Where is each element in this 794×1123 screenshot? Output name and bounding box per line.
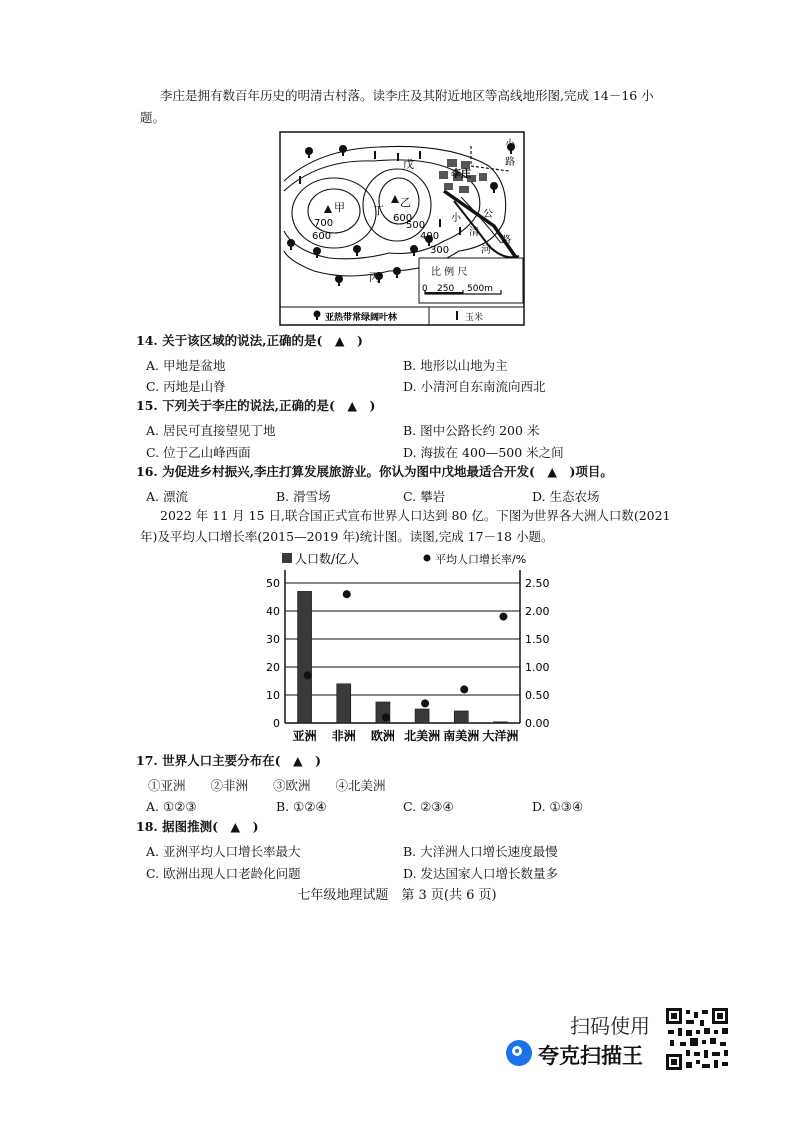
label-lu: 路 [501,235,511,246]
growth-dot-6 [499,613,507,621]
q18-option-a[interactable]: A. 亚洲平均人口增长率最大 [146,844,301,859]
qr-code-icon[interactable] [666,1008,728,1070]
y-right-tick-label: 0.50 [525,689,550,702]
intro2-line-2: 年)及平均人口增长率(2015—2019 年)统计图。读图,完成 17－18 小题。 [140,529,554,544]
legend-bar-label: 人口数/亿人 [295,552,360,566]
q16-stem: 16. 为促进乡村振兴,李庄打算发展旅游业。你认为图中戊地最适合开发( ▲ )项目。 [136,464,613,479]
q17-stem: 17. 世界人口主要分布在( ▲ ) [136,753,322,768]
contour-map [279,131,525,326]
q14-option-a[interactable]: A. 甲地是盆地 [146,358,226,373]
legend-dot-icon [424,555,431,562]
y-right-tick-label: 2.50 [525,577,550,590]
x-tick-label: 大洋洲 [482,729,519,743]
label-jia: 甲 [334,201,345,214]
q15-option-b[interactable]: B. 图中公路长约 200 米 [403,423,540,438]
y-left-tick-label: 20 [266,661,280,674]
intro-line-1: 李庄是拥有数百年历史的明清古村落。读李庄及其附近地区等高线地形图,完成 14－16 小 [160,88,654,103]
label-lizhuang: 李庄 [451,169,471,180]
x-tick-label: 非洲 [331,729,356,743]
y-left-tick-label: 50 [266,577,280,590]
q15-option-d[interactable]: D. 海拔在 400—500 米之间 [403,445,564,460]
scale-title: 比 例 尺 [431,267,468,278]
y-left-tick-label: 0 [273,717,280,730]
label-he: 河 [481,245,491,256]
q16-option-c[interactable]: C. 攀岩 [403,489,446,504]
legend-forest-label: 亚热带常绿阔叶林 [325,313,398,323]
y-right-tick-label: 2.00 [525,605,550,618]
q16-option-d[interactable]: D. 生态农场 [532,489,600,504]
growth-dot-2 [343,590,351,598]
x-tick-label: 亚洲 [292,729,317,743]
bar-5 [454,711,468,723]
y-right-tick-label: 1.50 [525,633,550,646]
label-gong: 公 [483,209,493,220]
q16-option-b[interactable]: B. 滑雪场 [276,489,331,504]
label-wu: 戊 [403,158,414,171]
q17-option-b[interactable]: B. ①②④ [276,799,327,814]
x-tick-label: 南美洲 [443,729,480,743]
q17-option-a[interactable]: A. ①②③ [146,799,197,814]
label-bing: 丙 [369,271,380,284]
bar-1 [298,591,312,723]
q15-option-c[interactable]: C. 位于乙山峰西面 [146,445,251,460]
page-footer: 七年级地理试题 第 3 页(共 6 页) [297,888,497,903]
growth-dot-3 [382,713,390,721]
bar-2 [337,684,351,723]
quark-logo-icon [506,1040,532,1066]
y-left-tick-label: 30 [266,633,280,646]
contour-400: 400 [420,231,440,242]
q17-items: ①亚洲 ②非洲 ③欧洲 ④北美洲 [148,778,386,793]
y-right-tick-label: 0.00 [525,717,550,730]
contour-300: 300 [430,245,450,256]
x-tick-label: 北美洲 [404,729,441,743]
contour-600-b: 600 [393,213,413,224]
legend-dot-label: 平均人口增长率/% [435,553,527,566]
legend-corn-icon [456,311,458,320]
growth-dot-5 [460,685,468,693]
q18-option-b[interactable]: B. 大洋洲人口增长速度最慢 [403,844,558,859]
intro-line-2: 题。 [140,110,166,125]
q17-option-c[interactable]: C. ②③④ [403,799,454,814]
label-qing: 清 [469,227,479,238]
q18-option-d[interactable]: D. 发达国家人口增长数量多 [403,866,559,881]
label-road-small-2: 路 [505,157,515,168]
growth-dot-4 [421,699,429,707]
label-xiao: 小 [451,213,461,224]
y-left-tick-label: 40 [266,605,280,618]
q18-stem: 18. 据图推测( ▲ ) [136,819,259,834]
contour-700: 700 [314,218,334,229]
quark-scanner-brand: 夸克扫描王 [538,1044,643,1068]
bar-4 [415,709,429,723]
y-right-tick-label: 1.00 [525,661,550,674]
scale-tick-500: 500m [467,284,493,294]
scale-tick-250: 250 [437,284,455,294]
q17-option-d[interactable]: D. ①③④ [532,799,584,814]
legend-bar-icon [282,553,292,563]
label-yi: 乙 [400,196,411,209]
q14-option-c[interactable]: C. 丙地是山脊 [146,379,226,394]
legend-corn-label: 玉米 [465,313,484,323]
q14-option-d[interactable]: D. 小清河自东南流向西北 [403,379,546,394]
contour-600-a: 600 [312,231,332,242]
q18-option-c[interactable]: C. 欧洲出现人口老龄化问题 [146,866,301,881]
label-ding: 丁 [373,204,384,217]
growth-dot-1 [304,671,312,679]
x-tick-label: 欧洲 [370,729,395,743]
q15-stem: 15. 下列关于李庄的说法,正确的是( ▲ ) [136,398,376,413]
scan-to-use-label: 扫码使用 [570,1014,650,1038]
q14-stem: 14. 关于该区域的说法,正确的是( ▲ ) [136,333,363,348]
bar-6 [493,722,507,723]
label-road-small-1: 小 [505,139,515,150]
intro2-line-1: 2022 年 11 月 15 日,联合国正式宣布世界人口达到 80 亿。下图为世界各大洲人口数(2021 [160,508,671,523]
scale-tick-0: 0 [422,284,428,294]
y-left-tick-label: 10 [266,689,280,702]
q15-option-a[interactable]: A. 居民可直接望见丁地 [146,423,276,438]
q14-option-b[interactable]: B. 地形以山地为主 [403,358,508,373]
population-chart [255,548,565,748]
contour-500: 500 [406,220,426,231]
q16-option-a[interactable]: A. 漂流 [146,489,188,504]
